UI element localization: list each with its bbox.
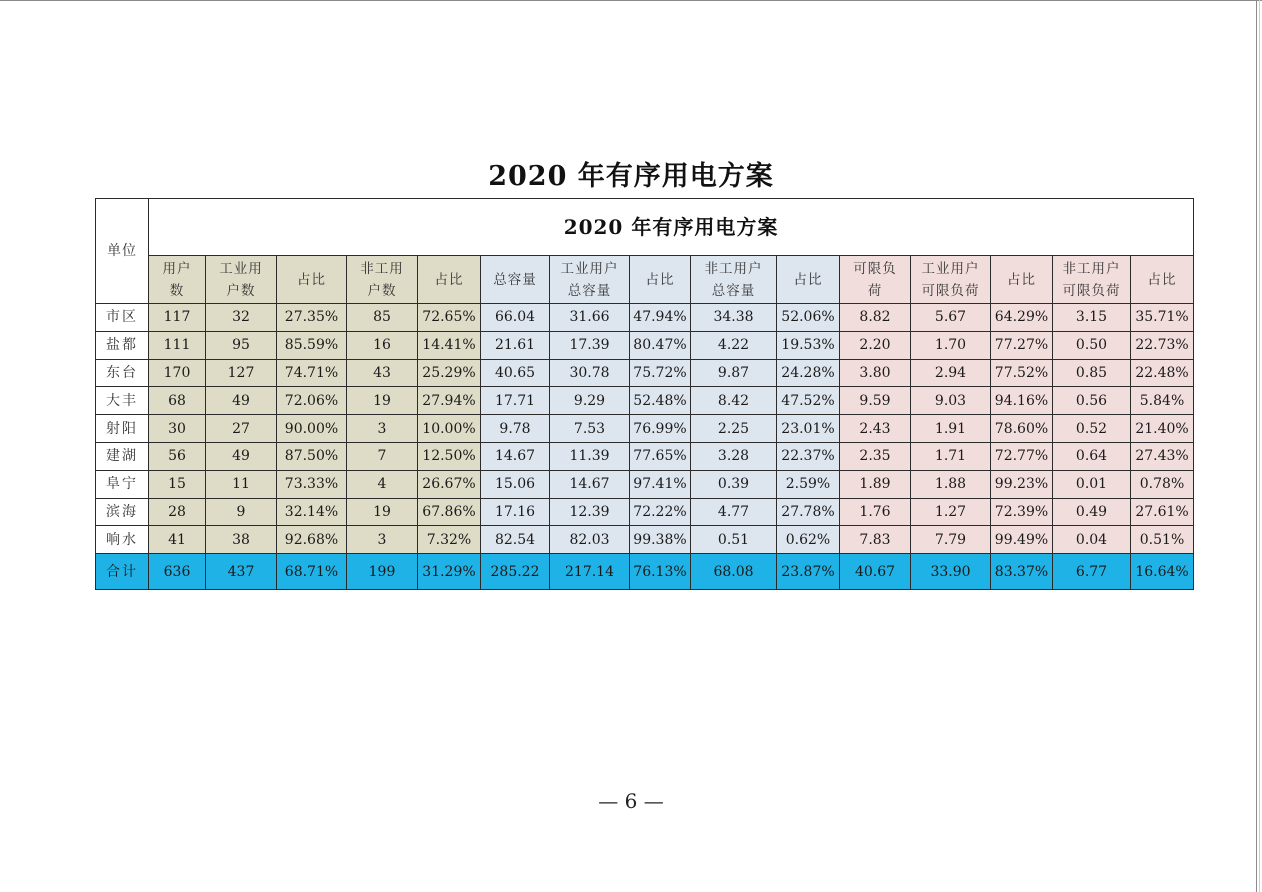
- value-cell: 7.79: [911, 526, 991, 554]
- column-header-line: 总容量: [567, 282, 612, 299]
- column-header-line: 占比: [645, 271, 675, 288]
- value-cell: 4.22: [691, 331, 777, 359]
- value-cell: 0.04: [1053, 526, 1131, 554]
- region-cell: 阜宁: [96, 470, 149, 498]
- value-cell: 68.71%: [277, 554, 347, 590]
- value-cell: 25.29%: [418, 359, 481, 387]
- column-header-line: 工业用: [219, 260, 263, 277]
- value-cell: 22.73%: [1131, 331, 1194, 359]
- value-cell: 30: [149, 415, 206, 443]
- value-cell: 77.65%: [630, 442, 691, 470]
- value-cell: 8.82: [840, 304, 911, 332]
- value-cell: 1.71: [911, 442, 991, 470]
- value-cell: 31.29%: [418, 554, 481, 590]
- value-cell: 15.06: [481, 470, 550, 498]
- value-cell: 99.38%: [630, 526, 691, 554]
- value-cell: 9: [206, 498, 277, 526]
- value-cell: 52.48%: [630, 387, 691, 415]
- value-cell: 0.39: [691, 470, 777, 498]
- column-header-line: 占比: [434, 271, 464, 288]
- unit-header: 单位: [96, 199, 149, 304]
- value-cell: 99.49%: [991, 526, 1053, 554]
- value-cell: 77.52%: [991, 359, 1053, 387]
- region-cell: 射阳: [96, 415, 149, 443]
- column-header: [277, 256, 347, 304]
- value-cell: 15: [149, 470, 206, 498]
- value-cell: 82.54: [481, 526, 550, 554]
- value-cell: 49: [206, 387, 277, 415]
- column-header-line: 非工用户: [1062, 260, 1121, 277]
- value-cell: 3: [347, 415, 418, 443]
- column-header: [418, 256, 481, 304]
- value-cell: 12.39: [550, 498, 630, 526]
- value-cell: 83.37%: [991, 554, 1053, 590]
- value-cell: 68: [149, 387, 206, 415]
- value-cell: 636: [149, 554, 206, 590]
- value-cell: 41: [149, 526, 206, 554]
- table-row: [96, 415, 1194, 443]
- table-row: [96, 526, 1194, 554]
- region-cell: 东台: [96, 359, 149, 387]
- value-cell: 17.39: [550, 331, 630, 359]
- column-header-line: 户数: [367, 282, 397, 299]
- column-header-line: 占比: [1007, 271, 1036, 288]
- value-cell: 7: [347, 442, 418, 470]
- column-header: [206, 256, 277, 304]
- value-cell: 64.29%: [991, 304, 1053, 332]
- value-cell: 92.68%: [277, 526, 347, 554]
- value-cell: 16: [347, 331, 418, 359]
- value-cell: 12.50%: [418, 442, 481, 470]
- value-cell: 40.67: [840, 554, 911, 590]
- value-cell: 14.67: [550, 470, 630, 498]
- table-title: 2020 年有序用电方案: [149, 199, 1194, 256]
- value-cell: 33.90: [911, 554, 991, 590]
- value-cell: 0.51: [691, 526, 777, 554]
- value-cell: 7.53: [550, 415, 630, 443]
- value-cell: 19: [347, 498, 418, 526]
- column-header-line: 荷: [867, 282, 883, 299]
- value-cell: 27.94%: [418, 387, 481, 415]
- column-header: [630, 256, 691, 304]
- value-cell: 19.53%: [777, 331, 840, 359]
- value-cell: 27.43%: [1131, 442, 1194, 470]
- value-cell: 10.00%: [418, 415, 481, 443]
- column-header: [1131, 256, 1194, 304]
- value-cell: 5.67: [911, 304, 991, 332]
- value-cell: 67.86%: [418, 498, 481, 526]
- value-cell: 199: [347, 554, 418, 590]
- value-cell: 285.22: [481, 554, 550, 590]
- column-header-line: 可限负: [853, 260, 897, 277]
- value-cell: 21.61: [481, 331, 550, 359]
- column-header-line: 工业用户: [921, 260, 980, 277]
- value-cell: 7.32%: [418, 526, 481, 554]
- column-header-line: 非工用户: [704, 260, 763, 277]
- value-cell: 95: [206, 331, 277, 359]
- total-row: [96, 554, 1194, 590]
- column-header-line: 非工用: [360, 260, 404, 277]
- region-cell: 合计: [96, 554, 149, 590]
- column-header-line: 户数: [226, 282, 256, 299]
- value-cell: 72.22%: [630, 498, 691, 526]
- value-cell: 127: [206, 359, 277, 387]
- value-cell: 72.39%: [991, 498, 1053, 526]
- region-cell: 市区: [96, 304, 149, 332]
- value-cell: 217.14: [550, 554, 630, 590]
- column-header-line: 工业用户: [560, 260, 619, 277]
- value-cell: 72.65%: [418, 304, 481, 332]
- value-cell: 6.77: [1053, 554, 1131, 590]
- value-cell: 72.77%: [991, 442, 1053, 470]
- table-row: [96, 442, 1194, 470]
- value-cell: 2.20: [840, 331, 911, 359]
- value-cell: 4.77: [691, 498, 777, 526]
- value-cell: 47.52%: [777, 387, 840, 415]
- value-cell: 0.78%: [1131, 470, 1194, 498]
- value-cell: 4: [347, 470, 418, 498]
- value-cell: 0.85: [1053, 359, 1131, 387]
- column-header-row: [96, 256, 1194, 304]
- value-cell: 9.29: [550, 387, 630, 415]
- column-header-line: 占比: [297, 271, 326, 288]
- table-row: [96, 331, 1194, 359]
- value-cell: 1.70: [911, 331, 991, 359]
- value-cell: 27.78%: [777, 498, 840, 526]
- value-cell: 0.49: [1053, 498, 1131, 526]
- value-cell: 72.06%: [277, 387, 347, 415]
- column-header: [691, 256, 777, 304]
- value-cell: 17.16: [481, 498, 550, 526]
- value-cell: 2.94: [911, 359, 991, 387]
- table-row: [96, 470, 1194, 498]
- value-cell: 68.08: [691, 554, 777, 590]
- table-row: [96, 359, 1194, 387]
- value-cell: 82.03: [550, 526, 630, 554]
- value-cell: 2.25: [691, 415, 777, 443]
- value-cell: 1.27: [911, 498, 991, 526]
- value-cell: 56: [149, 442, 206, 470]
- value-cell: 74.71%: [277, 359, 347, 387]
- value-cell: 28: [149, 498, 206, 526]
- value-cell: 75.72%: [630, 359, 691, 387]
- column-header: [149, 256, 206, 304]
- value-cell: 24.28%: [777, 359, 840, 387]
- value-cell: 8.42: [691, 387, 777, 415]
- value-cell: 78.60%: [991, 415, 1053, 443]
- table-row: [96, 304, 1194, 332]
- value-cell: 99.23%: [991, 470, 1053, 498]
- value-cell: 11.39: [550, 442, 630, 470]
- value-cell: 40.65: [481, 359, 550, 387]
- value-cell: 22.37%: [777, 442, 840, 470]
- value-cell: 23.87%: [777, 554, 840, 590]
- value-cell: 7.83: [840, 526, 911, 554]
- value-cell: 11: [206, 470, 277, 498]
- value-cell: 90.00%: [277, 415, 347, 443]
- region-cell: 大丰: [96, 387, 149, 415]
- value-cell: 30.78: [550, 359, 630, 387]
- value-cell: 1.91: [911, 415, 991, 443]
- value-cell: 23.01%: [777, 415, 840, 443]
- value-cell: 3.80: [840, 359, 911, 387]
- value-cell: 27.61%: [1131, 498, 1194, 526]
- value-cell: 0.50: [1053, 331, 1131, 359]
- column-header-line: 可限负荷: [1062, 282, 1121, 299]
- column-header-line: 总容量: [493, 271, 537, 288]
- value-cell: 437: [206, 554, 277, 590]
- value-cell: 16.64%: [1131, 554, 1194, 590]
- table-row: [96, 387, 1194, 415]
- value-cell: 2.43: [840, 415, 911, 443]
- region-cell: 建湖: [96, 442, 149, 470]
- value-cell: 111: [149, 331, 206, 359]
- value-cell: 14.67: [481, 442, 550, 470]
- value-cell: 0.62%: [777, 526, 840, 554]
- column-header: [991, 256, 1053, 304]
- value-cell: 1.76: [840, 498, 911, 526]
- column-header: [840, 256, 911, 304]
- page-number: — 6 —: [598, 789, 664, 813]
- column-header-line: 用户: [162, 260, 192, 277]
- column-header: [550, 256, 630, 304]
- value-cell: 21.40%: [1131, 415, 1194, 443]
- value-cell: 47.94%: [630, 304, 691, 332]
- table-body: [96, 304, 1194, 590]
- value-cell: 43: [347, 359, 418, 387]
- column-header-line: 可限负荷: [921, 282, 980, 299]
- value-cell: 0.01: [1053, 470, 1131, 498]
- table-row: [96, 498, 1194, 526]
- value-cell: 31.66: [550, 304, 630, 332]
- value-cell: 0.51%: [1131, 526, 1194, 554]
- value-cell: 87.50%: [277, 442, 347, 470]
- column-header: [481, 256, 550, 304]
- value-cell: 32.14%: [277, 498, 347, 526]
- value-cell: 49: [206, 442, 277, 470]
- value-cell: 2.35: [840, 442, 911, 470]
- region-cell: 响水: [96, 526, 149, 554]
- page-right-shadow: [1259, 0, 1260, 892]
- page-title: 2020 年有序用电方案: [488, 161, 774, 192]
- value-cell: 5.84%: [1131, 387, 1194, 415]
- value-cell: 80.47%: [630, 331, 691, 359]
- value-cell: 3.15: [1053, 304, 1131, 332]
- page-right-border: [1256, 0, 1257, 892]
- value-cell: 1.88: [911, 470, 991, 498]
- value-cell: 32: [206, 304, 277, 332]
- value-cell: 52.06%: [777, 304, 840, 332]
- column-header-line: 总容量: [711, 282, 756, 299]
- value-cell: 3: [347, 526, 418, 554]
- region-cell: 滨海: [96, 498, 149, 526]
- value-cell: 22.48%: [1131, 359, 1194, 387]
- orderly-power-plan-table: [95, 198, 1194, 590]
- value-cell: 17.71: [481, 387, 550, 415]
- value-cell: 3.28: [691, 442, 777, 470]
- value-cell: 85: [347, 304, 418, 332]
- value-cell: 117: [149, 304, 206, 332]
- page-top-border: [0, 0, 1262, 1]
- value-cell: 66.04: [481, 304, 550, 332]
- value-cell: 77.27%: [991, 331, 1053, 359]
- column-header: [777, 256, 840, 304]
- value-cell: 85.59%: [277, 331, 347, 359]
- value-cell: 26.67%: [418, 470, 481, 498]
- value-cell: 19: [347, 387, 418, 415]
- column-header: [1053, 256, 1131, 304]
- value-cell: 0.52: [1053, 415, 1131, 443]
- column-header-line: 数: [169, 282, 185, 299]
- value-cell: 76.13%: [630, 554, 691, 590]
- value-cell: 94.16%: [991, 387, 1053, 415]
- value-cell: 0.64: [1053, 442, 1131, 470]
- column-header-line: 占比: [793, 271, 823, 288]
- value-cell: 35.71%: [1131, 304, 1194, 332]
- value-cell: 9.59: [840, 387, 911, 415]
- value-cell: 38: [206, 526, 277, 554]
- column-header: [911, 256, 991, 304]
- value-cell: 27: [206, 415, 277, 443]
- value-cell: 27.35%: [277, 304, 347, 332]
- value-cell: 9.87: [691, 359, 777, 387]
- value-cell: 2.59%: [777, 470, 840, 498]
- value-cell: 9.03: [911, 387, 991, 415]
- value-cell: 34.38: [691, 304, 777, 332]
- value-cell: 14.41%: [418, 331, 481, 359]
- value-cell: 76.99%: [630, 415, 691, 443]
- value-cell: 73.33%: [277, 470, 347, 498]
- value-cell: 1.89: [840, 470, 911, 498]
- value-cell: 0.56: [1053, 387, 1131, 415]
- value-cell: 170: [149, 359, 206, 387]
- column-header: [347, 256, 418, 304]
- value-cell: 9.78: [481, 415, 550, 443]
- column-header-line: 占比: [1147, 271, 1177, 288]
- value-cell: 97.41%: [630, 470, 691, 498]
- region-cell: 盐都: [96, 331, 149, 359]
